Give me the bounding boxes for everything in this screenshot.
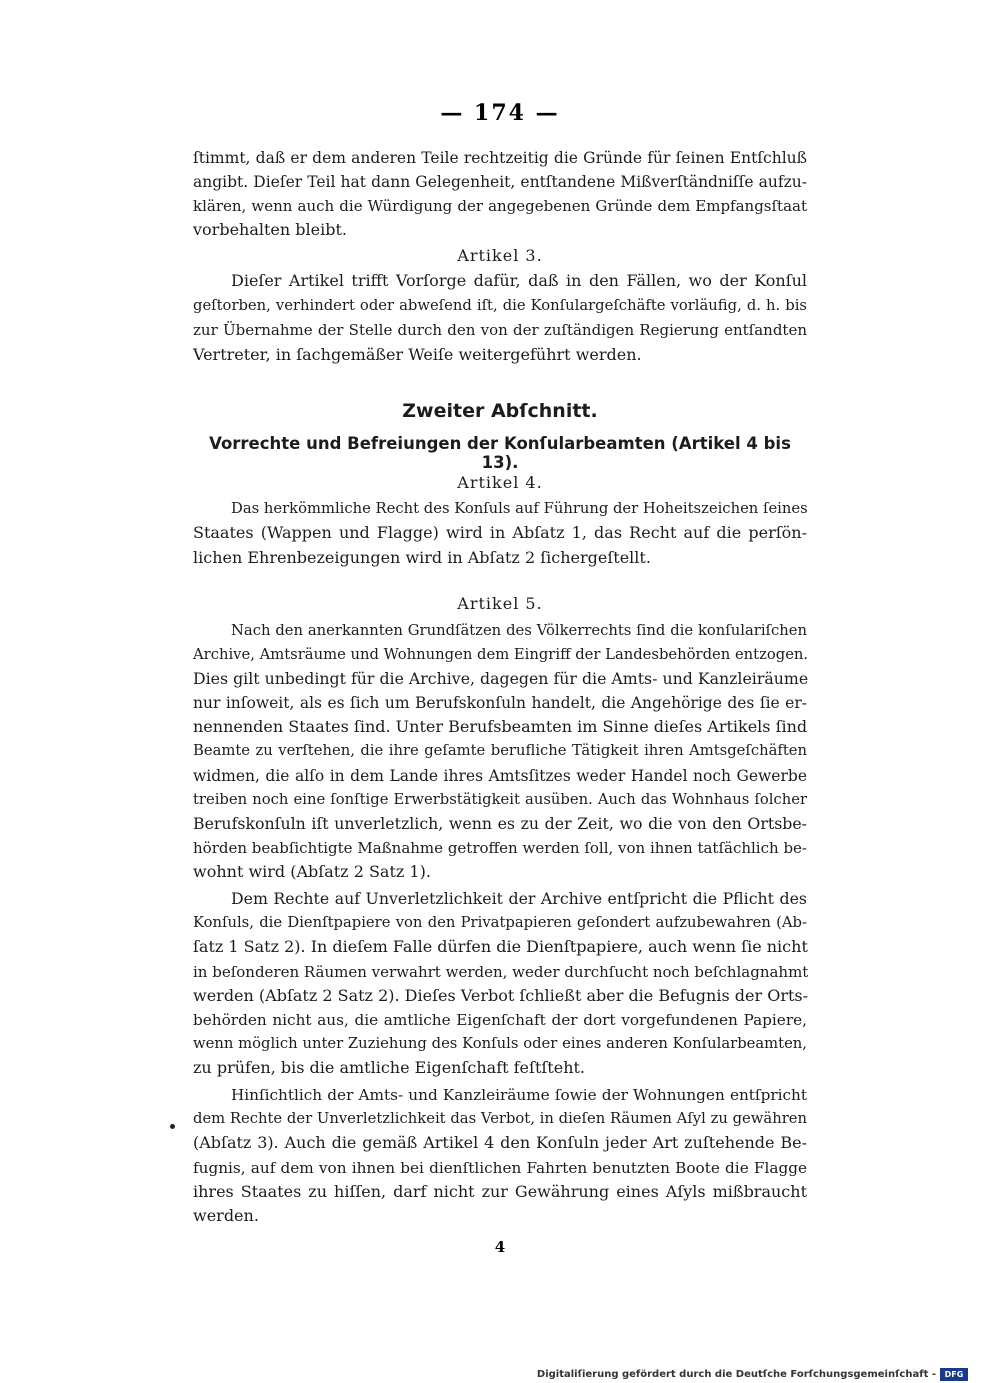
article-5-line: Dem Rechte auf Unverletzlichkeit der Archive entſpricht die Pflicht des — [231, 889, 807, 908]
section-title: Zweiter Abſchnitt. — [402, 400, 598, 422]
article-5-line: Berufskonſuln iſt unverletzlich, wenn es zu der Zeit, wo die von den Ortsbe- — [193, 814, 807, 833]
article-5-line: nur inſoweit, als es ſich um Berufskonſuln handelt, die Angehörige des ſie er- — [193, 694, 807, 712]
article-5-line: dem Rechte der Unverletzlichkeit das Verbot, in dieſen Räumen Aſyl zu gewähren — [193, 1110, 807, 1127]
article-5-line: zu prüfen, bis die amtliche Eigenſchaft feſtſteht. — [193, 1058, 586, 1077]
article-5-line: behörden nicht aus, die amtliche Eigenſchaft der dort vorgefundenen Papiere, — [193, 1011, 807, 1029]
article-5-line: ihres Staates zu hiſſen, darf nicht zur Gewährung eines Aſyls mißbraucht — [193, 1182, 807, 1201]
article-4-line: Staates (Wappen und Flagge) wird in Abſatz 1, das Recht auf die perſön- — [193, 523, 807, 542]
article-5-line: nennenden Staates ſind. Unter Berufsbeamten im Sinne dieſes Artikels ſind — [193, 717, 808, 736]
article-4-heading: Artikel 4. — [457, 473, 543, 492]
article-4-line: lichen Ehrenbezeigungen wird in Abſatz 2 ſichergeſtellt. — [193, 548, 651, 567]
signature-mark: 4 — [494, 1238, 506, 1256]
article-5-line: widmen, die alſo in dem Lande ihres Amtsſitzes weder Handel noch Gewerbe — [193, 767, 807, 785]
page-number: — 174 — — [440, 100, 560, 126]
article-3-line: Vertreter, in ſachgemäßer Weiſe weitergeführt werden. — [193, 345, 642, 364]
article-5-line: wenn möglich unter Zuziehung des Konſuls oder eines anderen Konſularbeamten, — [193, 1035, 807, 1052]
article-3-line: Dieſer Artikel trifft Vorſorge dafür, daß in den Fällen, wo der Konſul — [231, 271, 807, 290]
intro-line: vorbehalten bleibt. — [193, 220, 347, 239]
article-5-heading: Artikel 5. — [457, 594, 543, 613]
article-5-line: wohnt wird (Abſatz 2 Satz 1). — [193, 862, 431, 881]
article-5-line: hörden beabſichtigte Maßnahme getroffen werden ſoll, von ihnen tatſächlich be- — [193, 839, 807, 857]
article-5-line: Archive, Amtsräume und Wohnungen dem Eingriff der Landesbehörden entzogen. — [193, 646, 809, 663]
article-5-line: ſatz 1 Satz 2). In dieſem Falle dürfen die Dienſtpapiere, auch wenn ſie nicht — [193, 937, 808, 956]
article-5-line: Hinſichtlich der Amts- und Kanzleiräume ſowie der Wohnungen entſpricht — [231, 1086, 807, 1104]
article-3-line: zur Übernahme der Stelle durch den von der zuſtändigen Regierung entſandten — [193, 321, 807, 339]
article-5-line: treiben noch eine ſonſtige Erwerbstätigkeit ausüben. Auch das Wohnhaus ſolcher — [193, 791, 807, 808]
article-5-line: Konſuls, die Dienſtpapiere von den Privatpapieren geſondert aufzubewahren (Ab- — [193, 914, 807, 931]
dfg-logo-icon: DFG — [940, 1368, 968, 1381]
margin-dot — [170, 1124, 175, 1129]
section-subtitle: Vorrechte und Befreiungen der Konſularbeamten (Artikel 4 bis 13). — [209, 434, 791, 472]
intro-line: ſtimmt, daß er dem anderen Teile rechtzeitig die Gründe für ſeinen Entſchluß — [193, 149, 807, 167]
article-5-line: Nach den anerkannten Grundſätzen des Völkerrechts ſind die konſulariſchen — [231, 622, 807, 639]
funding-credit — [537, 1367, 968, 1381]
funding-credit-text: Digitaliſierung gefördert durch die Deutſche Forſchungsgemeinſchaft - — [536, 1368, 936, 1380]
article-5-line: fugnis, auf dem von ihnen bei dienſtlichen Fahrten benutzten Boote die Flagge — [193, 1159, 807, 1177]
article-5-line: (Abſatz 3). Auch die gemäß Artikel 4 den Konſuln jeder Art zuſtehende Be- — [193, 1133, 807, 1152]
intro-line: klären, wenn auch die Würdigung der angegebenen Gründe dem Empfangsſtaat — [193, 197, 807, 215]
article-3-line: geſtorben, verhindert oder abweſend iſt, die Konſulargeſchäfte vorläufig, d. h. bis — [193, 297, 807, 314]
article-3-heading: Artikel 3. — [457, 246, 543, 265]
article-5-line: Beamte zu verſtehen, die ihre geſamte berufliche Tätigkeit ihren Amtsgeſchäften — [193, 742, 807, 759]
article-5-line: werden. — [193, 1206, 259, 1225]
article-4-line: Das herkömmliche Recht des Konſuls auf Führung der Hoheitszeichen ſeines — [231, 500, 808, 517]
article-5-line: werden (Abſatz 2 Satz 2). Dieſes Verbot ſchließt aber die Befugnis der Orts- — [193, 986, 809, 1005]
intro-line: angibt. Dieſer Teil hat dann Gelegenheit, entſtandene Mißverſtändniſſe aufzu- — [193, 173, 807, 191]
article-5-line: in beſonderen Räumen verwahrt werden, weder durchſucht noch beſchlagnahmt — [193, 963, 809, 981]
article-5-line: Dies gilt unbedingt für die Archive, dagegen für die Amts- und Kanzleiräume — [193, 669, 809, 688]
